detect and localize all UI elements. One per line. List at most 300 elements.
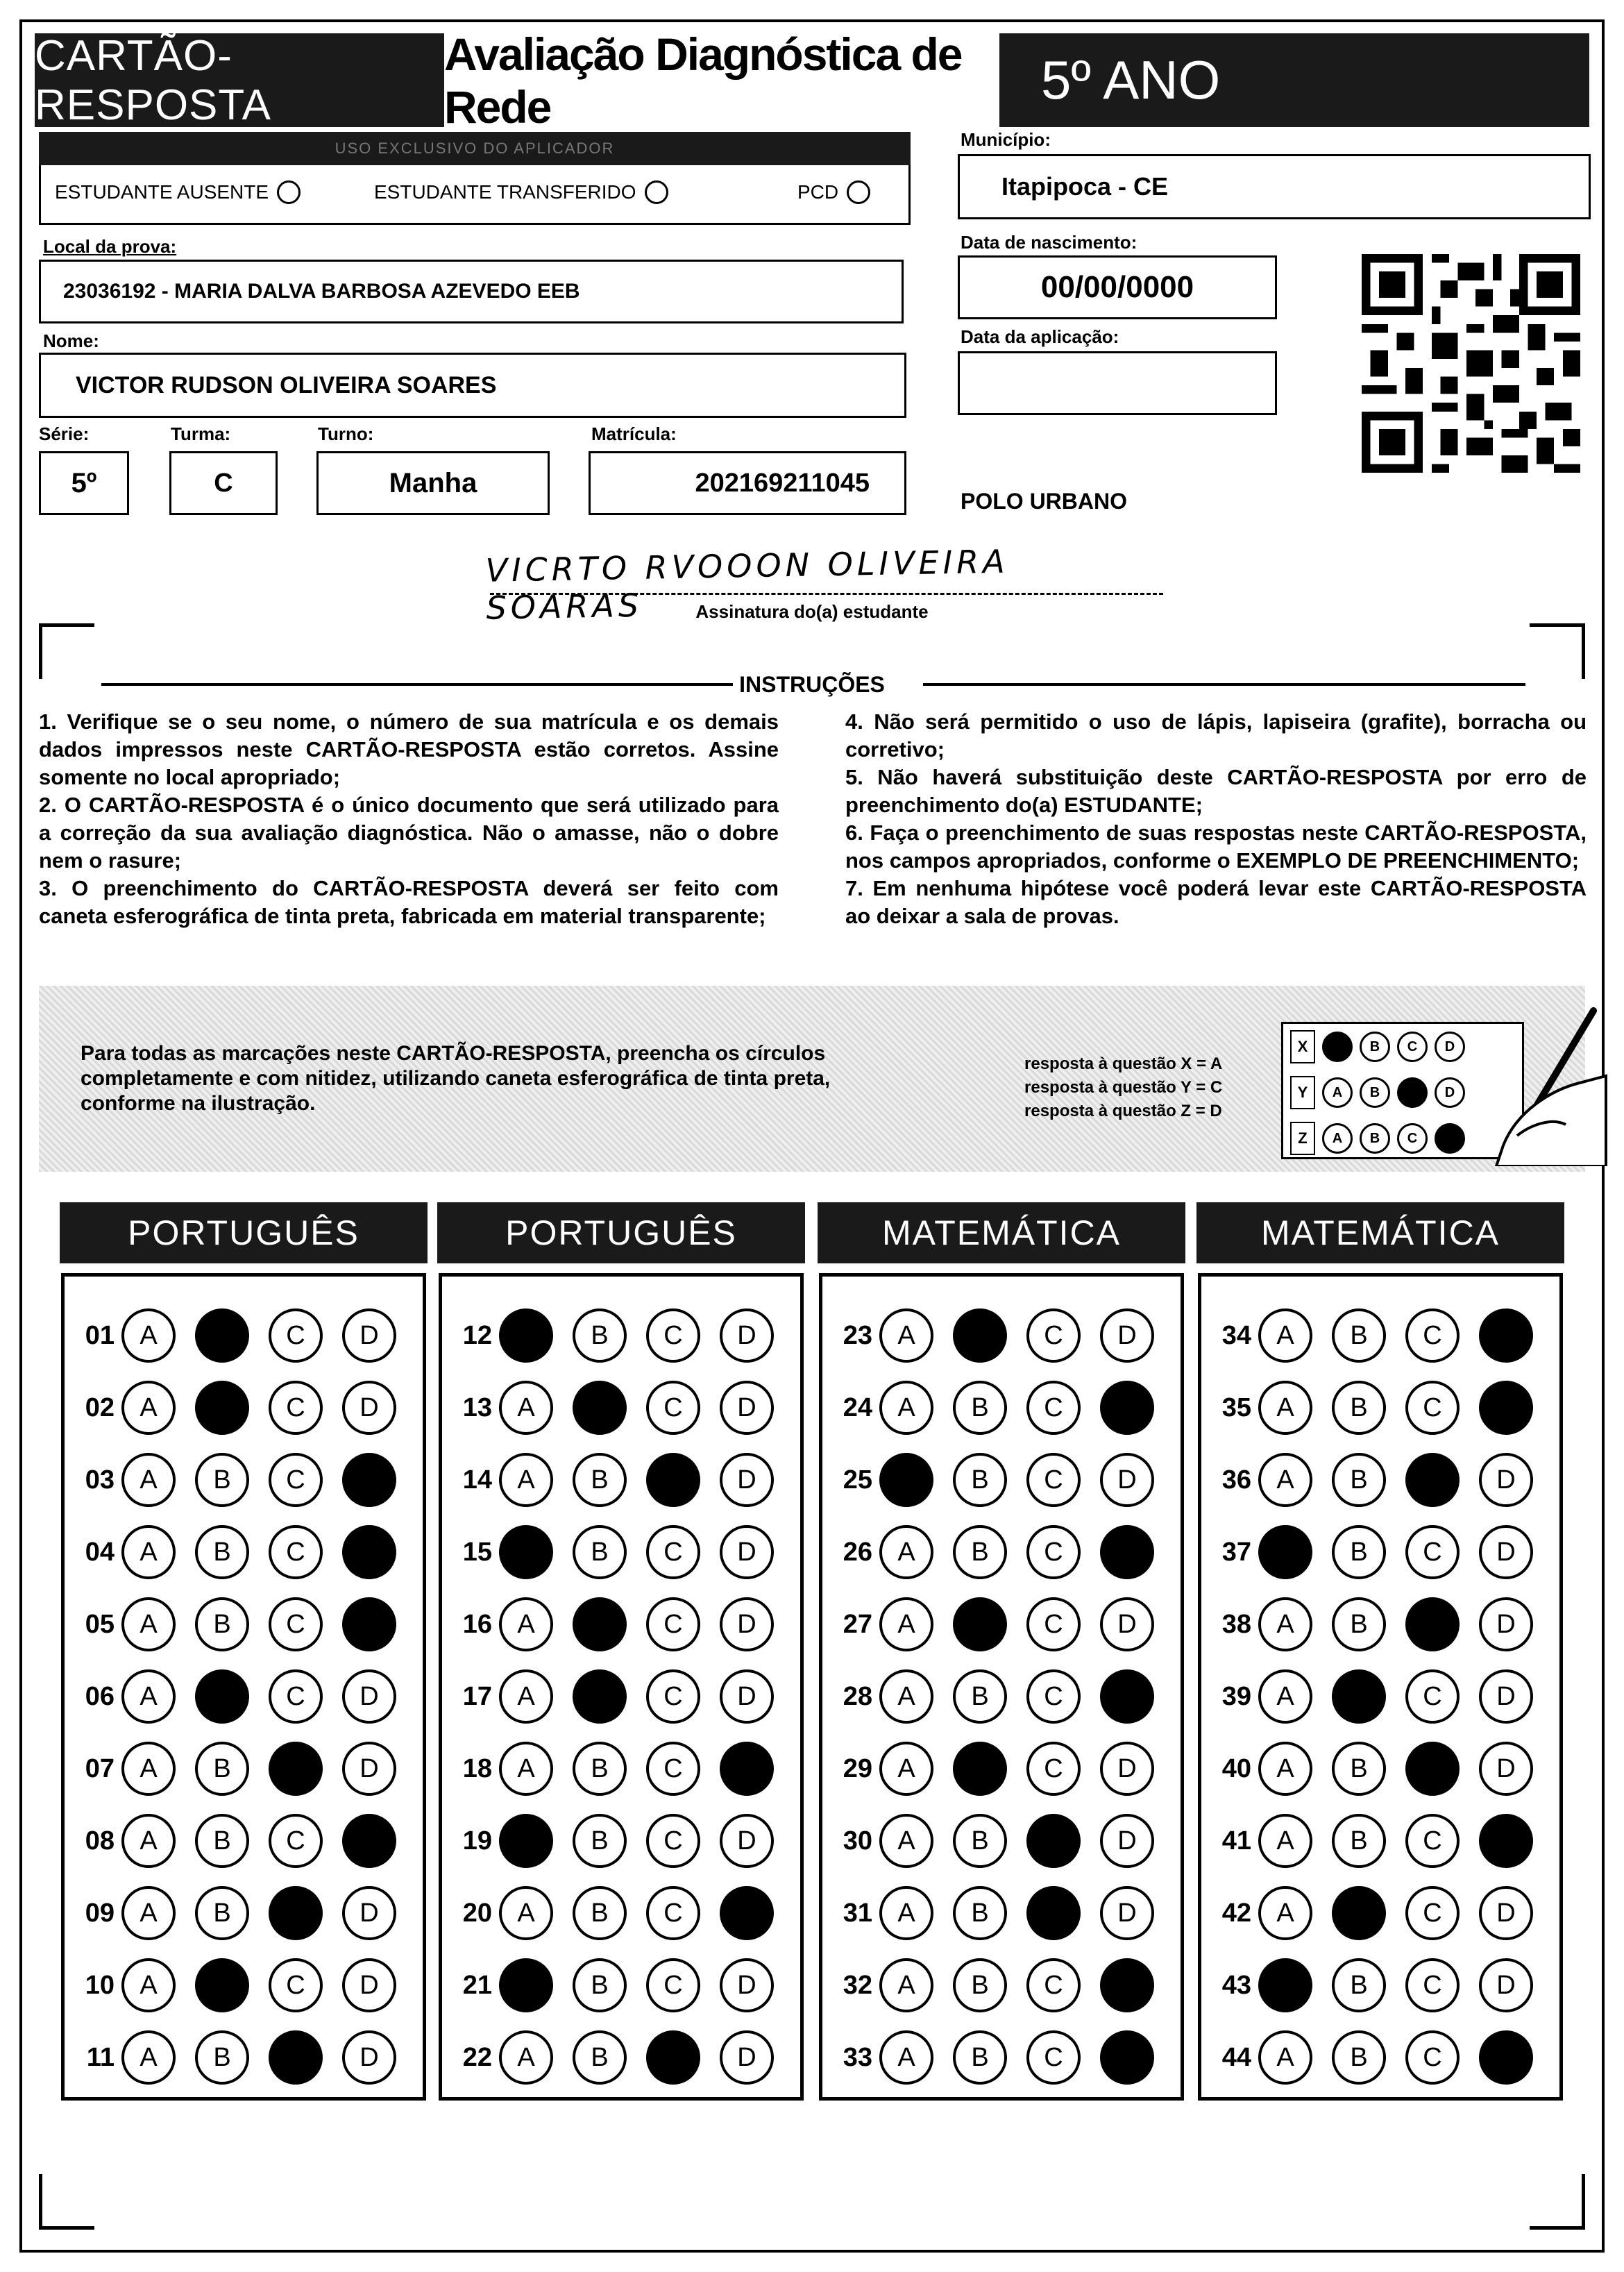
answer-bubble[interactable]: B bbox=[195, 1742, 249, 1796]
question-number: 02 bbox=[85, 1392, 115, 1422]
answer-bubble[interactable]: C bbox=[269, 1308, 323, 1363]
answer-bubble[interactable]: B bbox=[195, 1886, 249, 1940]
answer-bubble-filled[interactable] bbox=[1026, 1814, 1081, 1868]
question-row bbox=[65, 1737, 423, 1800]
question-number: 12 bbox=[462, 1320, 492, 1350]
example-row-label: Y bbox=[1290, 1076, 1315, 1109]
answer-bubble[interactable]: B bbox=[953, 1381, 1007, 1435]
answer-bubble[interactable]: D bbox=[1479, 1742, 1533, 1796]
answer-bubble[interactable]: A bbox=[121, 1814, 176, 1868]
answer-bubble[interactable]: D bbox=[342, 1742, 396, 1796]
instruction-item: 1. Verifique se o seu nome, o número de sua matrícula e os demais dados impressos neste CARTÃO-RESPOSTA estão corretos. Assine somente no local apropriado; bbox=[39, 709, 779, 789]
answer-bubble[interactable]: D bbox=[1479, 1669, 1533, 1724]
answer-bubble-filled[interactable] bbox=[720, 1742, 774, 1796]
answer-bubble[interactable]: B bbox=[1332, 1308, 1386, 1363]
question-number: 40 bbox=[1221, 1753, 1251, 1783]
answer-bubble[interactable]: C bbox=[646, 1886, 700, 1940]
answer-bubble[interactable]: C bbox=[1026, 1742, 1081, 1796]
answer-bubble-filled[interactable] bbox=[1332, 1669, 1386, 1724]
question-number: 04 bbox=[85, 1537, 115, 1567]
answer-bubble-filled[interactable] bbox=[499, 1525, 553, 1579]
question-row bbox=[1201, 1304, 1559, 1367]
answer-bubble[interactable]: A bbox=[879, 1886, 933, 1940]
answer-bubble-filled[interactable] bbox=[195, 1958, 249, 2012]
card-title: CARTÃO-RESPOSTA bbox=[35, 33, 444, 127]
answer-bubble-filled[interactable] bbox=[342, 1597, 396, 1651]
question-number: 29 bbox=[843, 1753, 872, 1783]
answer-bubble[interactable]: C bbox=[269, 1381, 323, 1435]
instructions-title: INSTRUÇÕES bbox=[739, 672, 885, 697]
question-row bbox=[442, 2026, 800, 2089]
aplicacao-field[interactable] bbox=[958, 351, 1277, 415]
answer-bubble[interactable]: A bbox=[879, 1597, 933, 1651]
answer-bubble[interactable]: B bbox=[953, 2030, 1007, 2085]
answer-bubble[interactable]: A bbox=[879, 1669, 933, 1724]
answer-bubble[interactable]: D bbox=[1100, 1886, 1154, 1940]
example-answer: resposta à questão Z = D bbox=[1024, 1102, 1222, 1120]
local-label: Local da prova: bbox=[43, 236, 177, 257]
answer-bubble[interactable]: D bbox=[342, 1381, 396, 1435]
serie-field: 5º bbox=[39, 451, 129, 515]
nascimento-label: Data de nascimento: bbox=[961, 232, 1137, 253]
answer-bubble[interactable]: C bbox=[646, 1597, 700, 1651]
answer-bubble[interactable]: B bbox=[573, 1453, 627, 1507]
answer-bubble[interactable]: C bbox=[269, 1453, 323, 1507]
answer-bubble[interactable]: C bbox=[646, 1381, 700, 1435]
exam-title: Avaliação Diagnóstica de Rede bbox=[444, 33, 999, 127]
nome-label: Nome: bbox=[43, 330, 99, 351]
answer-bubble[interactable]: B bbox=[953, 1886, 1007, 1940]
example-bubble: C bbox=[1397, 1123, 1428, 1154]
question-row bbox=[1201, 1521, 1559, 1583]
absent-radio[interactable] bbox=[277, 180, 301, 204]
question-number: 08 bbox=[85, 1826, 115, 1856]
answer-bubble[interactable]: D bbox=[720, 2030, 774, 2085]
question-row bbox=[1201, 1665, 1559, 1728]
question-number: 31 bbox=[843, 1898, 872, 1928]
answer-bubble[interactable]: A bbox=[1258, 1381, 1312, 1435]
answer-bubble[interactable]: A bbox=[499, 1742, 553, 1796]
answer-bubble[interactable]: A bbox=[1258, 1597, 1312, 1651]
question-number: 21 bbox=[462, 1970, 492, 2000]
answer-bubble[interactable]: D bbox=[720, 1597, 774, 1651]
corner-mark bbox=[1530, 2174, 1585, 2230]
qr-code-icon bbox=[1362, 254, 1580, 473]
answer-bubble[interactable]: B bbox=[195, 1814, 249, 1868]
answer-bubble[interactable]: A bbox=[121, 1958, 176, 2012]
question-row bbox=[1201, 1882, 1559, 1944]
answer-bubble-filled[interactable] bbox=[953, 1597, 1007, 1651]
transferred-radio[interactable] bbox=[645, 180, 668, 204]
grade-title: 5º ANO bbox=[999, 33, 1589, 127]
answer-bubble[interactable]: A bbox=[499, 1669, 553, 1724]
answer-bubble[interactable]: C bbox=[646, 1742, 700, 1796]
answer-bubble[interactable]: A bbox=[121, 2030, 176, 2085]
answer-bubble[interactable]: B bbox=[573, 2030, 627, 2085]
question-number: 18 bbox=[462, 1753, 492, 1783]
answer-bubble[interactable]: A bbox=[879, 1308, 933, 1363]
subject-header: PORTUGUÊS bbox=[437, 1202, 805, 1263]
example-text: Para todas as marcações neste CARTÃO-RESPOSTA, preencha os círculos completamente e com nitidez, utilizando caneta esferográfica de tinta preta, conforme na ilustração. bbox=[81, 1042, 831, 1115]
answer-bubble-filled[interactable] bbox=[1405, 1453, 1460, 1507]
answer-bubble[interactable]: C bbox=[269, 1597, 323, 1651]
answer-bubble[interactable]: D bbox=[1100, 1742, 1154, 1796]
answer-bubble-filled[interactable] bbox=[1405, 1597, 1460, 1651]
answer-bubble[interactable]: C bbox=[1026, 1958, 1081, 2012]
example-bubble: B bbox=[1360, 1077, 1390, 1108]
answer-bubble[interactable]: C bbox=[1026, 2030, 1081, 2085]
answer-bubble[interactable]: B bbox=[1332, 1381, 1386, 1435]
answer-bubble[interactable]: D bbox=[342, 1958, 396, 2012]
answer-bubble[interactable]: C bbox=[646, 1814, 700, 1868]
example-bubble bbox=[1397, 1077, 1428, 1108]
question-row bbox=[65, 2026, 423, 2089]
transferred-option[interactable] bbox=[374, 180, 668, 204]
answer-bubble[interactable]: B bbox=[953, 1453, 1007, 1507]
answer-bubble[interactable]: A bbox=[1258, 1742, 1312, 1796]
question-number: 23 bbox=[843, 1320, 872, 1350]
question-number: 11 bbox=[86, 2042, 115, 2072]
municipio-field: Itapipoca - CE bbox=[958, 154, 1591, 219]
answer-bubble[interactable]: D bbox=[720, 1308, 774, 1363]
answer-bubble[interactable]: B bbox=[573, 1525, 627, 1579]
answer-column bbox=[1198, 1273, 1563, 2101]
answer-bubble[interactable]: D bbox=[720, 1814, 774, 1868]
answer-bubble[interactable]: D bbox=[1479, 1886, 1533, 1940]
turno-field: Manha bbox=[316, 451, 550, 515]
question-number: 13 bbox=[462, 1392, 492, 1422]
question-number: 03 bbox=[85, 1465, 115, 1495]
answer-bubble[interactable]: A bbox=[1258, 1669, 1312, 1724]
answer-bubble[interactable]: A bbox=[879, 1742, 933, 1796]
answer-bubble[interactable]: C bbox=[1026, 1597, 1081, 1651]
example-bubble: C bbox=[1397, 1032, 1428, 1062]
answer-bubble-filled[interactable] bbox=[1405, 1742, 1460, 1796]
answer-bubble[interactable]: A bbox=[499, 1886, 553, 1940]
turma-field: C bbox=[169, 451, 278, 515]
question-number: 01 bbox=[85, 1320, 115, 1350]
answer-bubble[interactable]: C bbox=[1405, 1814, 1460, 1868]
answer-bubble-filled[interactable] bbox=[1100, 2030, 1154, 2085]
question-number: 19 bbox=[462, 1826, 492, 1856]
example-bubble bbox=[1435, 1123, 1465, 1154]
question-number: 28 bbox=[843, 1681, 872, 1711]
example-bubble: B bbox=[1360, 1123, 1390, 1154]
absent-option[interactable] bbox=[55, 180, 301, 204]
answer-bubble[interactable]: B bbox=[953, 1958, 1007, 2012]
example-bubble: D bbox=[1435, 1077, 1465, 1108]
answer-bubble-filled[interactable] bbox=[646, 2030, 700, 2085]
answer-bubble[interactable]: A bbox=[121, 1597, 176, 1651]
answer-bubble[interactable]: B bbox=[1332, 1453, 1386, 1507]
answer-bubble-filled[interactable] bbox=[499, 1958, 553, 2012]
example-answer: resposta à questão X = A bbox=[1024, 1054, 1223, 1073]
answer-bubble[interactable]: C bbox=[1026, 1308, 1081, 1363]
aplicacao-label: Data da aplicação: bbox=[961, 326, 1119, 347]
answer-bubble-filled[interactable] bbox=[1479, 1381, 1533, 1435]
answer-bubble[interactable]: C bbox=[646, 1308, 700, 1363]
answer-bubble-filled[interactable] bbox=[1479, 1308, 1533, 1363]
answer-bubble[interactable]: C bbox=[1405, 1308, 1460, 1363]
answer-bubble-filled[interactable] bbox=[195, 1669, 249, 1724]
question-row bbox=[65, 1449, 423, 1511]
answer-bubble[interactable]: B bbox=[195, 1597, 249, 1651]
answer-bubble-filled[interactable] bbox=[1026, 1886, 1081, 1940]
question-number: 10 bbox=[85, 1970, 115, 2000]
question-number: 27 bbox=[843, 1609, 872, 1639]
answer-bubble-filled[interactable] bbox=[1100, 1525, 1154, 1579]
instructions-left bbox=[39, 708, 779, 930]
question-number: 36 bbox=[1221, 1465, 1251, 1495]
transferred-label: ESTUDANTE TRANSFERIDO bbox=[374, 181, 636, 203]
answer-bubble-filled[interactable] bbox=[269, 1886, 323, 1940]
answer-bubble-filled[interactable] bbox=[269, 1742, 323, 1796]
question-row bbox=[442, 1665, 800, 1728]
turma-label: Turma: bbox=[171, 423, 231, 444]
question-row bbox=[442, 1737, 800, 1800]
answer-bubble[interactable]: D bbox=[1479, 1525, 1533, 1579]
answer-bubble[interactable]: A bbox=[121, 1453, 176, 1507]
question-row bbox=[1201, 1449, 1559, 1511]
question-row bbox=[65, 1377, 423, 1439]
question-row bbox=[822, 1593, 1181, 1656]
answer-bubble[interactable]: B bbox=[953, 1525, 1007, 1579]
example-bubble bbox=[1322, 1032, 1353, 1062]
pcd-radio[interactable] bbox=[847, 180, 870, 204]
answer-bubble[interactable]: C bbox=[1026, 1381, 1081, 1435]
question-row bbox=[822, 1665, 1181, 1728]
answer-bubble[interactable]: C bbox=[1405, 1669, 1460, 1724]
answer-bubble-filled[interactable] bbox=[953, 1742, 1007, 1796]
answer-bubble-filled[interactable] bbox=[573, 1597, 627, 1651]
answer-bubble-filled[interactable] bbox=[1100, 1669, 1154, 1724]
answer-bubble[interactable]: A bbox=[121, 1669, 176, 1724]
answer-bubble[interactable]: D bbox=[720, 1381, 774, 1435]
serie-label: Série: bbox=[39, 423, 90, 444]
answer-bubble-filled[interactable] bbox=[1258, 1525, 1312, 1579]
answer-bubble-filled[interactable] bbox=[646, 1453, 700, 1507]
answer-bubble[interactable]: A bbox=[121, 1886, 176, 1940]
question-row bbox=[1201, 1737, 1559, 1800]
answer-bubble[interactable]: B bbox=[1332, 2030, 1386, 2085]
question-row bbox=[442, 1449, 800, 1511]
answer-bubble[interactable]: B bbox=[573, 1886, 627, 1940]
answer-bubble[interactable]: B bbox=[195, 1525, 249, 1579]
example-bubble: D bbox=[1435, 1032, 1465, 1062]
answer-bubble[interactable]: C bbox=[1026, 1525, 1081, 1579]
answer-bubble-filled[interactable] bbox=[720, 1886, 774, 1940]
question-row bbox=[65, 1304, 423, 1367]
answer-bubble[interactable]: C bbox=[1026, 1453, 1081, 1507]
example-answer: resposta à questão Y = C bbox=[1024, 1078, 1223, 1097]
answer-bubble[interactable]: C bbox=[269, 1814, 323, 1868]
answer-bubble[interactable]: A bbox=[121, 1525, 176, 1579]
question-number: 32 bbox=[843, 1970, 872, 2000]
answer-bubble[interactable]: D bbox=[1479, 1453, 1533, 1507]
question-number: 37 bbox=[1221, 1537, 1251, 1567]
answer-bubble-filled[interactable] bbox=[269, 2030, 323, 2085]
question-row bbox=[1201, 1377, 1559, 1439]
question-row bbox=[442, 1954, 800, 2017]
question-row bbox=[822, 1810, 1181, 1872]
question-number: 09 bbox=[85, 1898, 115, 1928]
question-row bbox=[65, 1665, 423, 1728]
answer-bubble[interactable]: A bbox=[121, 1381, 176, 1435]
corner-mark bbox=[39, 2174, 94, 2230]
answer-bubble[interactable]: D bbox=[342, 2030, 396, 2085]
answer-bubble[interactable]: C bbox=[269, 1669, 323, 1724]
absent-label: ESTUDANTE AUSENTE bbox=[55, 181, 269, 203]
answer-bubble-filled[interactable] bbox=[342, 1525, 396, 1579]
answer-bubble[interactable]: A bbox=[1258, 1453, 1312, 1507]
answer-bubble-filled[interactable] bbox=[499, 1814, 553, 1868]
answer-bubble-filled[interactable] bbox=[1479, 2030, 1533, 2085]
answer-bubble[interactable]: B bbox=[953, 1814, 1007, 1868]
question-number: 34 bbox=[1221, 1320, 1251, 1350]
answer-bubble[interactable]: A bbox=[121, 1742, 176, 1796]
answer-bubble[interactable]: A bbox=[1258, 1886, 1312, 1940]
answer-bubble[interactable]: C bbox=[269, 1525, 323, 1579]
answer-bubble-filled[interactable] bbox=[342, 1814, 396, 1868]
answer-bubble[interactable]: A bbox=[499, 1597, 553, 1651]
answer-bubble-filled[interactable] bbox=[953, 1308, 1007, 1363]
polo-label: POLO URBANO bbox=[961, 489, 1127, 514]
question-number: 24 bbox=[843, 1392, 872, 1422]
answer-bubble[interactable]: C bbox=[1405, 2030, 1460, 2085]
answer-bubble[interactable]: A bbox=[879, 1814, 933, 1868]
answer-bubble[interactable]: A bbox=[1258, 1308, 1312, 1363]
answer-bubble[interactable]: B bbox=[573, 1742, 627, 1796]
example-bubble: A bbox=[1322, 1077, 1353, 1108]
hand-pen-icon bbox=[1475, 1007, 1607, 1166]
answer-bubble[interactable]: B bbox=[1332, 1814, 1386, 1868]
answer-bubble[interactable]: A bbox=[499, 1453, 553, 1507]
answer-bubble[interactable]: D bbox=[1100, 1597, 1154, 1651]
answer-bubble[interactable]: D bbox=[1100, 1308, 1154, 1363]
answer-bubble[interactable]: C bbox=[646, 1525, 700, 1579]
answer-bubble[interactable]: C bbox=[1026, 1669, 1081, 1724]
answer-bubble-filled[interactable] bbox=[1479, 1814, 1533, 1868]
answer-bubble-filled[interactable] bbox=[1258, 1958, 1312, 2012]
answer-bubble[interactable]: A bbox=[121, 1308, 176, 1363]
answer-bubble-filled[interactable] bbox=[195, 1308, 249, 1363]
answer-bubble[interactable]: C bbox=[1405, 1958, 1460, 2012]
answer-bubble-filled[interactable] bbox=[342, 1453, 396, 1507]
answer-bubble[interactable]: C bbox=[1405, 1525, 1460, 1579]
pcd-option[interactable] bbox=[797, 180, 870, 204]
answer-bubble[interactable]: B bbox=[195, 1453, 249, 1507]
answer-bubble[interactable]: D bbox=[720, 1958, 774, 2012]
instruction-item: 2. O CARTÃO-RESPOSTA é o único documento que será utilizado para a correção da sua avaliação diagnóstica. Não o amasse, não o dobre nem o rasure; bbox=[39, 793, 779, 873]
subject-header: PORTUGUÊS bbox=[60, 1202, 428, 1263]
question-number: 43 bbox=[1221, 1970, 1251, 2000]
status-row bbox=[39, 165, 911, 225]
question-row bbox=[822, 2026, 1181, 2089]
answer-bubble[interactable]: D bbox=[1100, 1814, 1154, 1868]
answer-bubble[interactable]: D bbox=[342, 1886, 396, 1940]
question-row bbox=[822, 1304, 1181, 1367]
answer-bubble[interactable]: B bbox=[1332, 1742, 1386, 1796]
instruction-item: 7. Em nenhuma hipótese você poderá levar este CARTÃO-RESPOSTA ao deixar a sala de provas. bbox=[845, 876, 1587, 928]
answer-bubble[interactable]: B bbox=[1332, 1597, 1386, 1651]
question-number: 07 bbox=[85, 1753, 115, 1783]
answer-bubble-filled[interactable] bbox=[195, 1381, 249, 1435]
answer-bubble-filled[interactable] bbox=[499, 1308, 553, 1363]
answer-bubble[interactable]: B bbox=[573, 1958, 627, 2012]
answer-bubble[interactable]: A bbox=[1258, 1814, 1312, 1868]
matricula-field: 202169211045 bbox=[589, 451, 906, 515]
answer-bubble[interactable]: C bbox=[269, 1958, 323, 2012]
answer-bubble[interactable]: B bbox=[573, 1814, 627, 1868]
question-number: 26 bbox=[843, 1537, 872, 1567]
instruction-item: 4. Não será permitido o uso de lápis, lapiseira (grafite), borracha ou corretivo; bbox=[845, 709, 1587, 761]
answer-bubble-filled[interactable] bbox=[573, 1669, 627, 1724]
question-number: 30 bbox=[843, 1826, 872, 1856]
turno-label: Turno: bbox=[318, 423, 374, 444]
question-number: 38 bbox=[1221, 1609, 1251, 1639]
answer-bubble-filled[interactable] bbox=[1100, 1381, 1154, 1435]
answer-column bbox=[819, 1273, 1184, 2101]
answer-bubble[interactable]: C bbox=[646, 1669, 700, 1724]
answer-bubble[interactable]: D bbox=[720, 1669, 774, 1724]
answer-bubble[interactable]: D bbox=[1479, 1958, 1533, 2012]
example-bubble: B bbox=[1360, 1032, 1390, 1062]
subject-header: MATEMÁTICA bbox=[818, 1202, 1185, 1263]
answer-bubble[interactable]: B bbox=[1332, 1958, 1386, 2012]
answer-bubble-filled[interactable] bbox=[879, 1453, 933, 1507]
question-number: 41 bbox=[1221, 1826, 1251, 1856]
answer-bubble[interactable]: B bbox=[195, 2030, 249, 2085]
question-row bbox=[65, 1521, 423, 1583]
answer-column bbox=[61, 1273, 426, 2101]
answer-bubble[interactable]: A bbox=[879, 1381, 933, 1435]
example-row-label: X bbox=[1290, 1030, 1315, 1063]
local-field: 23036192 - MARIA DALVA BARBOSA AZEVEDO EEB bbox=[39, 260, 904, 323]
question-row bbox=[1201, 1593, 1559, 1656]
answer-bubble[interactable]: D bbox=[342, 1308, 396, 1363]
answer-bubble[interactable]: B bbox=[1332, 1525, 1386, 1579]
question-row bbox=[442, 1377, 800, 1439]
answer-bubble-filled[interactable] bbox=[1100, 1958, 1154, 2012]
answer-bubble[interactable]: C bbox=[1405, 1381, 1460, 1435]
answer-bubble[interactable]: A bbox=[499, 2030, 553, 2085]
answer-bubble[interactable]: A bbox=[879, 1958, 933, 2012]
answer-bubble[interactable]: D bbox=[1479, 1597, 1533, 1651]
answer-bubble[interactable]: D bbox=[720, 1453, 774, 1507]
answer-bubble[interactable]: B bbox=[953, 1669, 1007, 1724]
answer-bubble[interactable]: C bbox=[646, 1958, 700, 2012]
answer-bubble[interactable]: C bbox=[1405, 1886, 1460, 1940]
answer-bubble[interactable]: A bbox=[879, 1525, 933, 1579]
nome-field: VICTOR RUDSON OLIVEIRA SOARES bbox=[39, 353, 906, 418]
question-row bbox=[1201, 1810, 1559, 1872]
question-number: 17 bbox=[462, 1681, 492, 1711]
answer-bubble[interactable]: D bbox=[720, 1525, 774, 1579]
answer-bubble-filled[interactable] bbox=[573, 1381, 627, 1435]
answer-bubble-filled[interactable] bbox=[1332, 1886, 1386, 1940]
answer-bubble[interactable]: A bbox=[879, 2030, 933, 2085]
answer-bubble[interactable]: D bbox=[342, 1669, 396, 1724]
nascimento-field: 00/00/0000 bbox=[958, 255, 1277, 319]
answer-bubble[interactable]: D bbox=[1100, 1453, 1154, 1507]
answer-bubble[interactable]: A bbox=[1258, 2030, 1312, 2085]
answer-bubble[interactable]: A bbox=[499, 1381, 553, 1435]
question-number: 14 bbox=[462, 1465, 492, 1495]
answer-bubble[interactable]: B bbox=[573, 1308, 627, 1363]
applicator-heading: USO EXCLUSIVO DO APLICADOR bbox=[39, 132, 911, 165]
question-number: 42 bbox=[1221, 1898, 1251, 1928]
example-row-label: Z bbox=[1290, 1122, 1315, 1155]
